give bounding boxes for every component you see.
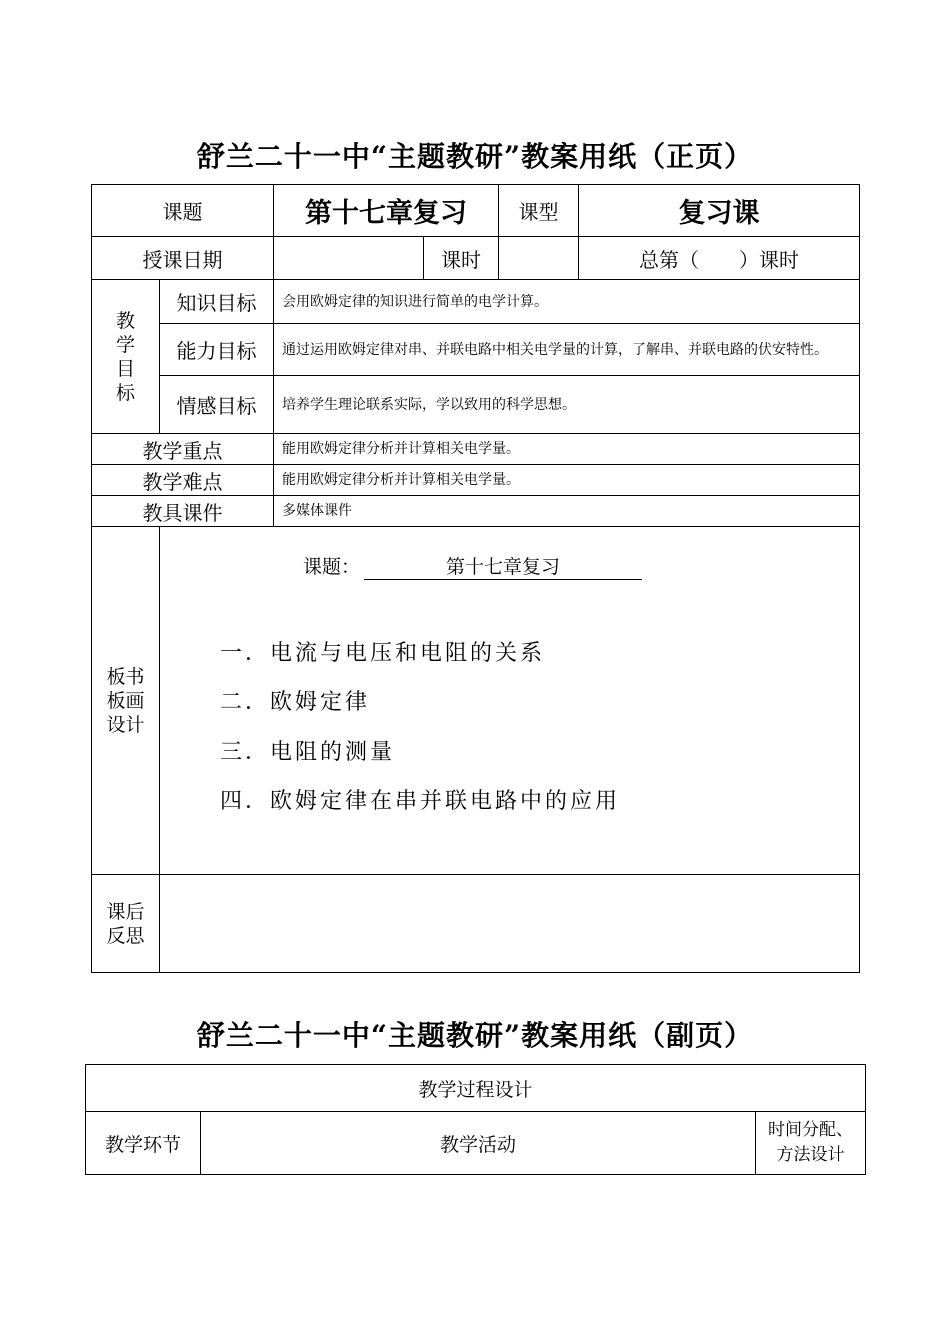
ability-goal-text: 通过运用欧姆定律对串、并联电路中相关电学量的计算，了解串、并联电路的伏安特性。 <box>274 324 860 376</box>
teaching-process-table <box>85 1064 866 1175</box>
board-item: 四．欧姆定律在串并联电路中的应用 <box>220 788 621 814</box>
time-method-column-header: 时间分配、 方法设计 <box>756 1112 866 1175</box>
board-topic <box>303 552 642 580</box>
type-label: 课型 <box>499 185 579 237</box>
key-point-label: 教学重点 <box>92 434 274 465</box>
board-design-label: 板书 板画 设计 <box>92 527 160 875</box>
lesson-plan-table <box>91 184 860 973</box>
reflection-label: 课后 反思 <box>92 875 160 973</box>
topic-value: 第十七章复习 <box>274 185 499 237</box>
board-topic-value: 第十七章复习 <box>364 552 642 580</box>
key-point-text: 能用欧姆定律分析并计算相关电学量。 <box>274 434 860 465</box>
reflection-area <box>160 875 860 973</box>
difficulty-label: 教学难点 <box>92 465 274 496</box>
hours-value <box>499 237 579 280</box>
total-hours-label: 总第（ ）课时 <box>579 237 860 280</box>
emotion-goal-text: 培养学生理论联系实际，学以致用的科学思想。 <box>274 376 860 434</box>
date-value <box>274 237 424 280</box>
knowledge-goal-text: 会用欧姆定律的知识进行简单的电学计算。 <box>274 280 860 324</box>
stage-column-header: 教学环节 <box>86 1112 201 1175</box>
emotion-goal-label: 情感目标 <box>160 376 274 434</box>
board-item: 三．电阻的测量 <box>220 739 396 765</box>
teaching-goals-label: 教 学 目 标 <box>92 280 160 434</box>
back-page-title: 舒兰二十一中“主题教研”教案用纸（副页） <box>196 1019 754 1052</box>
date-label: 授课日期 <box>92 237 274 280</box>
difficulty-text: 能用欧姆定律分析并计算相关电学量。 <box>274 465 860 496</box>
ability-goal-label: 能力目标 <box>160 324 274 376</box>
type-value: 复习课 <box>579 185 860 237</box>
board-item: 一．电流与电压和电阻的关系 <box>220 640 546 666</box>
board-design-area <box>160 527 860 875</box>
process-design-title: 教学过程设计 <box>86 1065 866 1112</box>
tools-text: 多媒体课件 <box>274 496 860 527</box>
topic-label: 课题 <box>92 185 274 237</box>
tools-label: 教具课件 <box>92 496 274 527</box>
board-item: 二．欧姆定律 <box>220 689 371 715</box>
hours-label: 课时 <box>424 237 499 280</box>
knowledge-goal-label: 知识目标 <box>160 280 274 324</box>
activity-column-header: 教学活动 <box>201 1112 756 1175</box>
board-topic-label: 课题： <box>303 555 361 578</box>
front-page-title: 舒兰二十一中“主题教研”教案用纸（正页） <box>196 140 754 173</box>
